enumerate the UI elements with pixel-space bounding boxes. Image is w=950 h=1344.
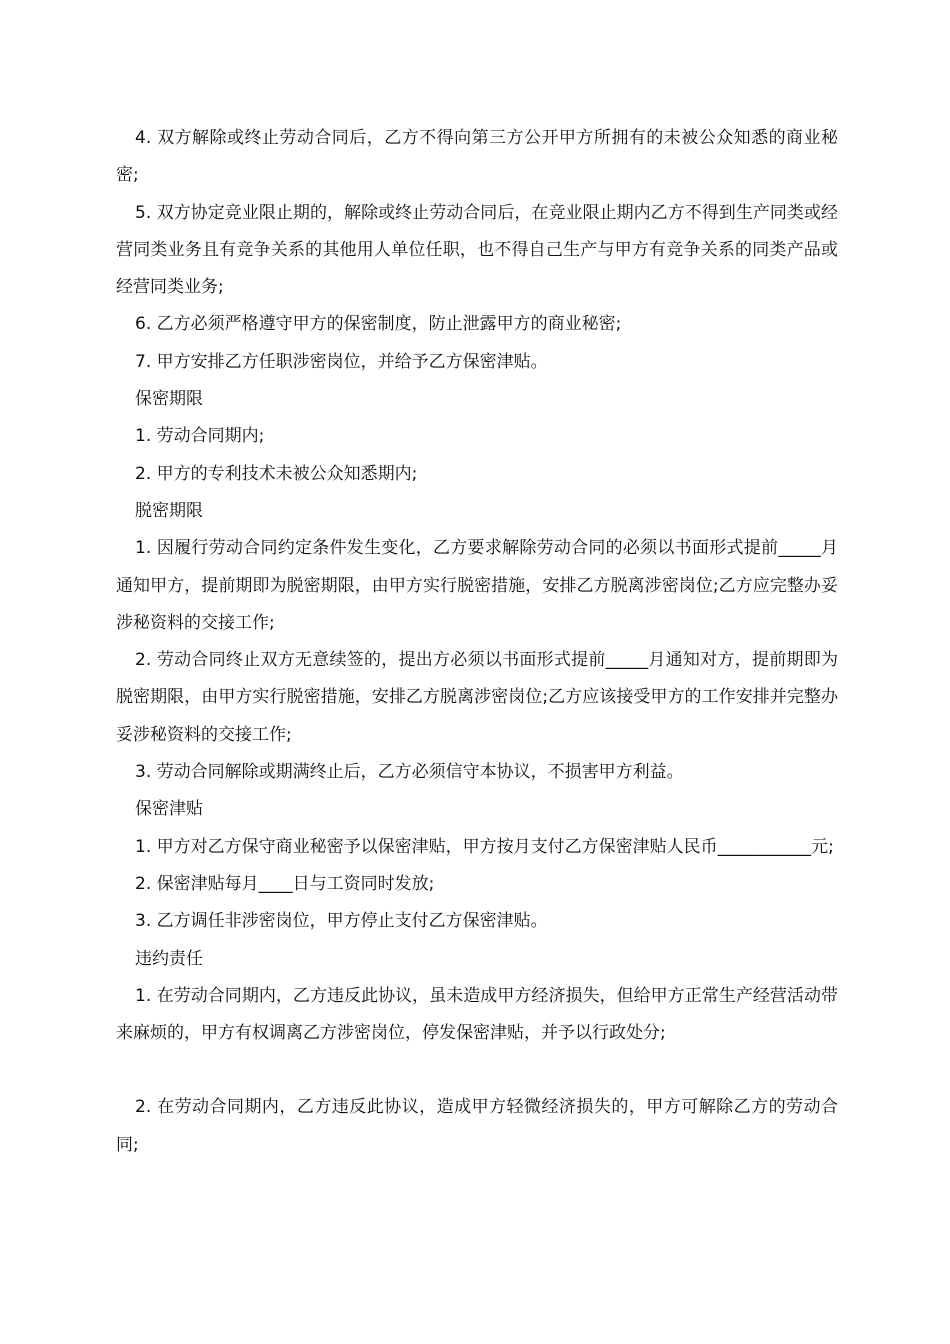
- clause-b1: 1. 劳动合同期内;: [135, 426, 265, 447]
- heading-breach-liability: 违约责任: [135, 948, 203, 969]
- clause-d3: 3. 乙方调任非涉密岗位，甲方停止支付乙方保密津贴。: [135, 911, 548, 932]
- clause-c2: 2. 劳动合同终止双方无意续签的，提出方必须以书面形式提前_____月通知对方，提前期即为脱密期限，由甲方实行脱密措施，安排乙方脱离涉密岗位;乙方应该接受甲方的工作安排并完整办妥涉秘资料的交接工作;: [116, 650, 838, 745]
- document-page: [116, 120, 838, 1164]
- clause-e2: 2. 在劳动合同期内，乙方违反此协议，造成甲方轻微经济损失的，甲方可解除乙方的劳动合同;: [116, 1097, 838, 1155]
- clause-e1: 1. 在劳动合同期内，乙方违反此协议，虽未造成甲方经济损失，但给甲方正常生产经营活动带来麻烦的，甲方有权调离乙方涉密岗位，停发保密津贴，并予以行政处分;: [116, 985, 838, 1044]
- clause-a6: 6. 乙方必须严格遵守甲方的保密制度，防止泄露甲方的商业秘密;: [135, 314, 622, 335]
- heading-declassification-period: 脱密期限: [135, 500, 203, 521]
- clause-d1: 1. 甲方对乙方保守商业秘密予以保密津贴，甲方按月支付乙方保密津贴人民币___________元;: [135, 836, 834, 857]
- clause-d2: 2. 保密津贴每月____日与工资同时发放;: [135, 873, 435, 894]
- clause-a4: 4. 双方解除或终止劳动合同后，乙方不得向第三方公开甲方所拥有的未被公众知悉的商业秘密;: [116, 128, 838, 186]
- paragraph-gap: [116, 1052, 838, 1089]
- heading-confidentiality-allowance: 保密津贴: [135, 799, 203, 820]
- clause-c3: 3. 劳动合同解除或期满终止后，乙方必须信守本协议，不损害甲方利益。: [135, 762, 684, 783]
- clause-a5: 5. 双方协定竞业限止期的，解除或终止劳动合同后，在竞业限止期内乙方不得到生产同类或经营同类业务且有竞争关系的其他用人单位任职，也不得自己生产与甲方有竞争关系的同类产品或经营同类业务;: [116, 202, 838, 298]
- heading-confidentiality-period: 保密期限: [135, 389, 203, 410]
- clause-a7: 7. 甲方安排乙方任职涉密岗位，并给予乙方保密津贴。: [135, 351, 548, 372]
- clause-b2: 2. 甲方的专利技术未被公众知悉期内;: [135, 463, 418, 484]
- clause-c1: 1. 因履行劳动合同约定条件发生变化，乙方要求解除劳动合同的必须以书面形式提前_____月通知甲方，提前期即为脱密期限，由甲方实行脱密措施，安排乙方脱离涉密岗位;乙方应完整办妥涉秘资料的交接工作;: [116, 538, 838, 633]
